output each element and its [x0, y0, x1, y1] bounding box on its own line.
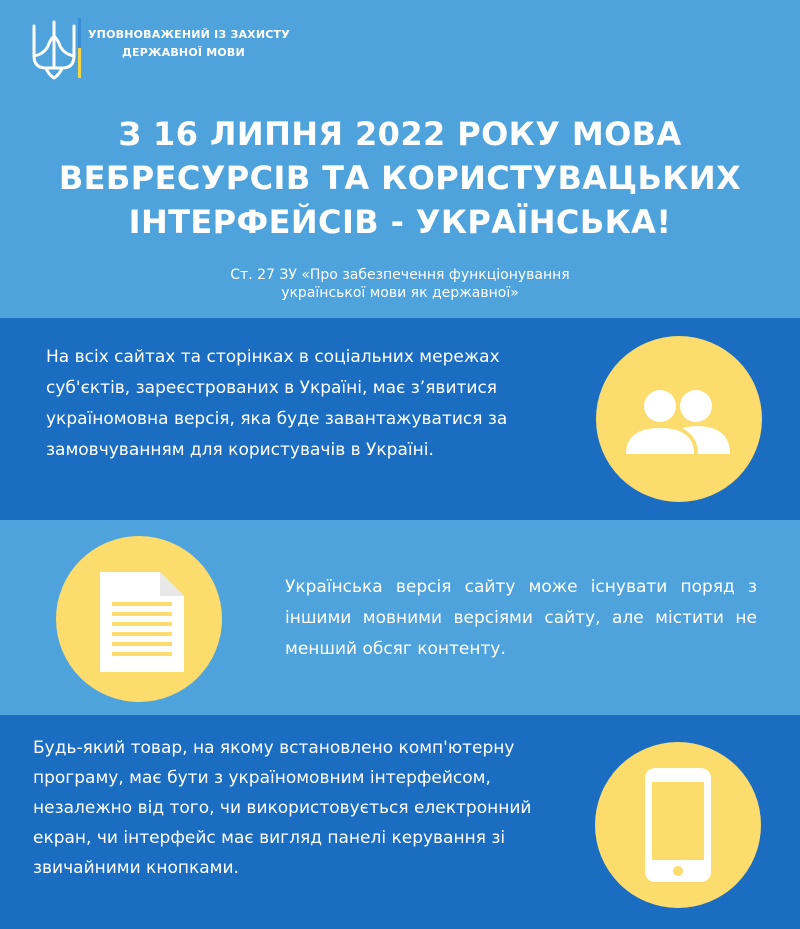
document-icon — [56, 536, 222, 702]
section-text-websites: На всіх сайтах та сторінках в соціальних мережах суб'єктів, зареєстрованих в Україні, має з’явитися україномовна версія, яка буде завантажуватися за замовчуванням для користувачів в Україні. — [46, 347, 508, 460]
document-icon-circle — [56, 536, 222, 702]
section-text-versions: Українська версія сайту може існувати поряд з іншими мовними версіями сайту, але містити не менший обсяг контенту. — [285, 577, 757, 659]
users-icon — [596, 336, 762, 502]
users-icon-circle — [596, 336, 762, 502]
smartphone-icon-circle — [595, 742, 761, 908]
headline — [20, 112, 780, 244]
subtitle-line-2: української мови як державної» — [281, 285, 519, 301]
subtitle — [140, 266, 660, 302]
subtitle-line-1: Ст. 27 ЗУ «Про забезпечення функціонування — [230, 267, 570, 283]
org-line-2: ДЕРЖАВНОЇ МОВИ — [122, 46, 245, 59]
org-line-1: УПОВНОВАЖЕНИЙ ІЗ ЗАХИСТУ — [88, 28, 290, 41]
headline-line-3: ІНТЕРФЕЙСІВ - УКРАЇНСЬКА! — [128, 203, 672, 241]
header — [0, 0, 800, 318]
section-websites — [0, 318, 800, 520]
flag-bar — [78, 18, 81, 78]
section-text-interfaces: Будь-який товар, на якому встановлено комп'ютерну програму, має бути з україномовним інтерфейсом, незалежно від того, чи використовується електронний екран, чи інтерфейс має вигляд панелі керування зі звичайними кнопками. — [33, 738, 532, 878]
org-name — [88, 26, 290, 62]
section-interfaces — [0, 715, 800, 929]
trident-icon — [28, 18, 80, 80]
headline-line-2: ВЕБРЕСУРСІВ ТА КОРИСТУВАЦЬКИХ — [58, 159, 742, 197]
smartphone-icon — [595, 742, 761, 908]
headline-line-1: З 16 ЛИПНЯ 2022 РОКУ МОВА — [118, 115, 682, 153]
section-versions — [0, 520, 800, 715]
